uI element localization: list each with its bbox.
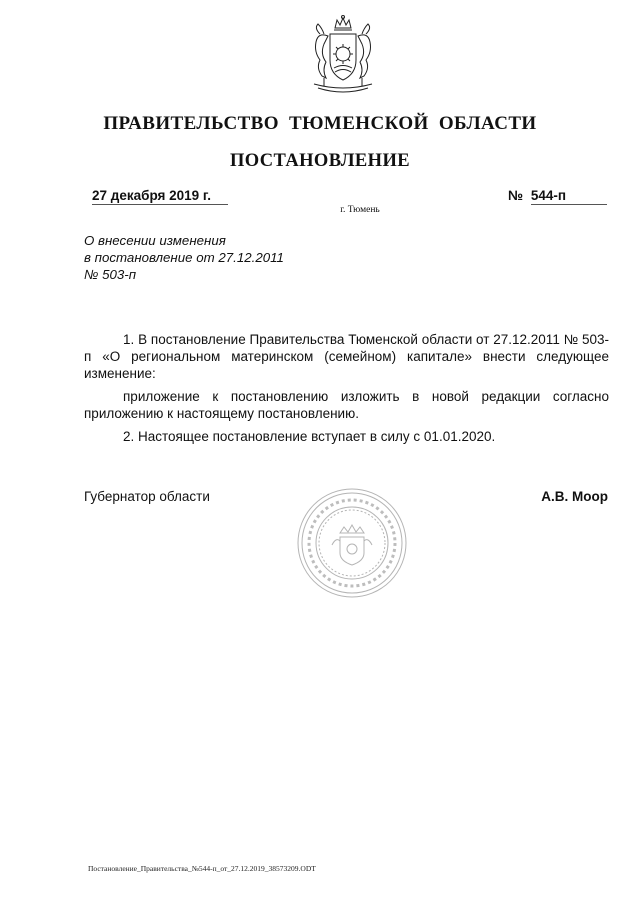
- official-seal-icon: [296, 487, 408, 599]
- document-number-block: [508, 188, 604, 205]
- document-date: 27 декабря 2019 г.: [92, 188, 228, 205]
- body-paragraph: 2. Настоящее постановление вступает в силу с 01.01.2020.: [123, 429, 496, 444]
- document-city: г. Тюмень: [340, 205, 380, 215]
- body-paragraph: 1. В постановление Правительства Тюменской области от 27.12.2011 № 503-п «О региональном материнском (семейном) капитале» внести следующее изменение:: [84, 332, 609, 381]
- tyumen-coat-of-arms-icon: [304, 14, 382, 98]
- document-type: ПОСТАНОВЛЕНИЕ: [229, 151, 410, 171]
- subject-line: О внесении изменения: [84, 233, 226, 248]
- body-paragraph: приложение к постановлению изложить в новой редакции согласно приложению к настоящему постановлению.: [84, 389, 609, 421]
- file-reference: Постановление_Правительства_№544-п_от_27.12.2019_38573209.ODT: [88, 864, 316, 873]
- signer-name: А.В. Моор: [541, 489, 608, 504]
- subject-line: № 503-п: [84, 267, 137, 282]
- number-sign: №: [508, 188, 524, 203]
- document-number: 544-п: [531, 188, 607, 205]
- document-subject: [84, 232, 384, 283]
- organization-title: ПРАВИТЕЛЬСТВО ТЮМЕНСКОЙ ОБЛАСТИ: [103, 113, 537, 134]
- subject-line: в постановление от 27.12.2011: [84, 250, 284, 265]
- document-body: [84, 331, 609, 449]
- signer-position: Губернатор области: [84, 489, 210, 504]
